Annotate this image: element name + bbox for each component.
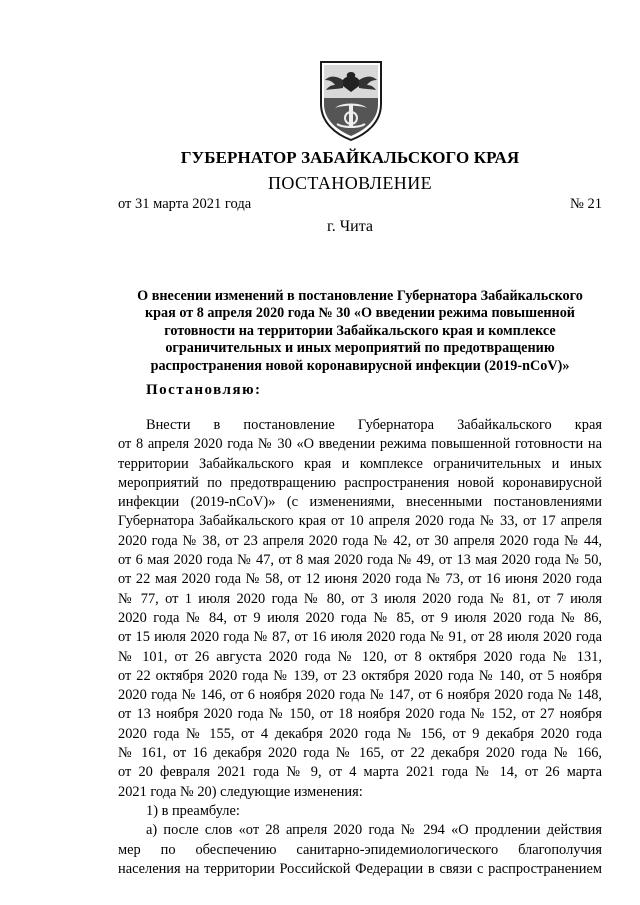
body-line: 2020 года № 146, от 6 ноября 2020 года № 147, от 6 ноября 2020 года № 148, xyxy=(118,687,602,704)
governor-heading: ГУБЕРНАТОР ЗАБАЙКАЛЬСКОГО КРАЯ xyxy=(180,148,520,167)
body-line: территории Забайкальского края и комплексе ограничительных и иных xyxy=(118,455,602,472)
body-line: Губернатора Забайкальского края от 10 апреля 2020 года № 33, от 17 апреля xyxy=(118,513,602,530)
body-line: № 77, от 1 июля 2020 года № 80, от 3 июля 2020 года № 81, от 7 июля xyxy=(118,590,602,607)
body-line: от 20 февраля 2021 года № 9, от 4 марта 2021 года № 14, от 26 марта xyxy=(118,764,602,781)
title-line: края от 8 апреля 2020 года № 30 «О введении режима повышенной xyxy=(144,305,575,322)
document-title xyxy=(118,288,602,375)
body-line: 2020 года № 38, от 23 апреля 2020 года № 42, от 30 апреля 2020 года № 44, xyxy=(118,532,602,549)
decree-date: от 31 марта 2021 года xyxy=(118,196,252,212)
body-line: а) после слов «от 28 апреля 2020 года № 294 «О продлении действия xyxy=(146,822,602,839)
document-body xyxy=(118,416,602,879)
title-line: О внесении изменений в постановление Губернатора Забайкальского xyxy=(137,288,583,304)
decree-number: № 21 xyxy=(570,196,602,212)
title-line: ограничительных и иных мероприятий по предотвращению xyxy=(165,340,555,357)
title-line: готовности на территории Забайкальского края и комплексе xyxy=(164,322,556,339)
body-line: мер по обеспечению санитарно-эпидемиологического благополучия xyxy=(118,841,602,858)
body-line: мероприятий по предотвращению распространения новой коронавирусной xyxy=(118,474,602,491)
resolve-heading: Постановляю: xyxy=(146,382,262,398)
body-line: Внести в постановление Губернатора Забайкальского края xyxy=(146,417,602,433)
body-line: от 13 ноября 2020 года № 150, от 18 ноября 2020 года № 152, от 27 ноября xyxy=(118,706,602,723)
body-line: от 22 октября 2020 года № 139, от 23 октября 2020 года № 140, от 5 ноября xyxy=(118,667,602,684)
body-line: инфекции (2019-nCoV)» (с изменениями, внесенными постановлениями xyxy=(118,494,602,511)
city-label: г. Чита xyxy=(326,218,373,235)
body-line: населения на территории Российской Федерации в связи с распространением xyxy=(118,860,602,877)
body-line: 2020 года № 84, от 9 июля 2020 года № 85, от 9 июля 2020 года № 86, xyxy=(118,609,602,626)
title-line: распространения новой коронавирусной инфекции (2019-nCoV)» xyxy=(150,357,570,374)
body-line: № 101, от 26 августа 2020 года № 120, от 8 октября 2020 года № 131, xyxy=(118,648,602,665)
body-line: 2021 года № 20) следующие изменения: xyxy=(118,783,363,800)
date-number-line xyxy=(118,196,602,216)
body-line: от 8 апреля 2020 года № 30 «О введении режима повышенной готовности на xyxy=(118,436,602,453)
body-line: от 22 мая 2020 года № 58, от 12 июня 2020 года № 73, от 16 июня 2020 года xyxy=(118,571,602,588)
coat-of-arms-icon xyxy=(317,58,385,142)
decree-type-heading: ПОСТАНОВЛЕНИЕ xyxy=(267,173,433,193)
body-line: № 161, от 16 декабря 2020 года № 165, от 22 декабря 2020 года № 166, xyxy=(118,745,602,762)
body-line: 1) в преамбуле: xyxy=(146,802,240,819)
body-line: от 15 июля 2020 года № 87, от 16 июля 2020 года № 91, от 28 июля 2020 года xyxy=(118,629,602,646)
body-line: 2020 года № 155, от 4 декабря 2020 года № 156, от 9 декабря 2020 года xyxy=(118,725,602,742)
body-line: от 6 мая 2020 года № 47, от 8 мая 2020 года № 49, от 13 мая 2020 года № 50, xyxy=(118,552,602,569)
